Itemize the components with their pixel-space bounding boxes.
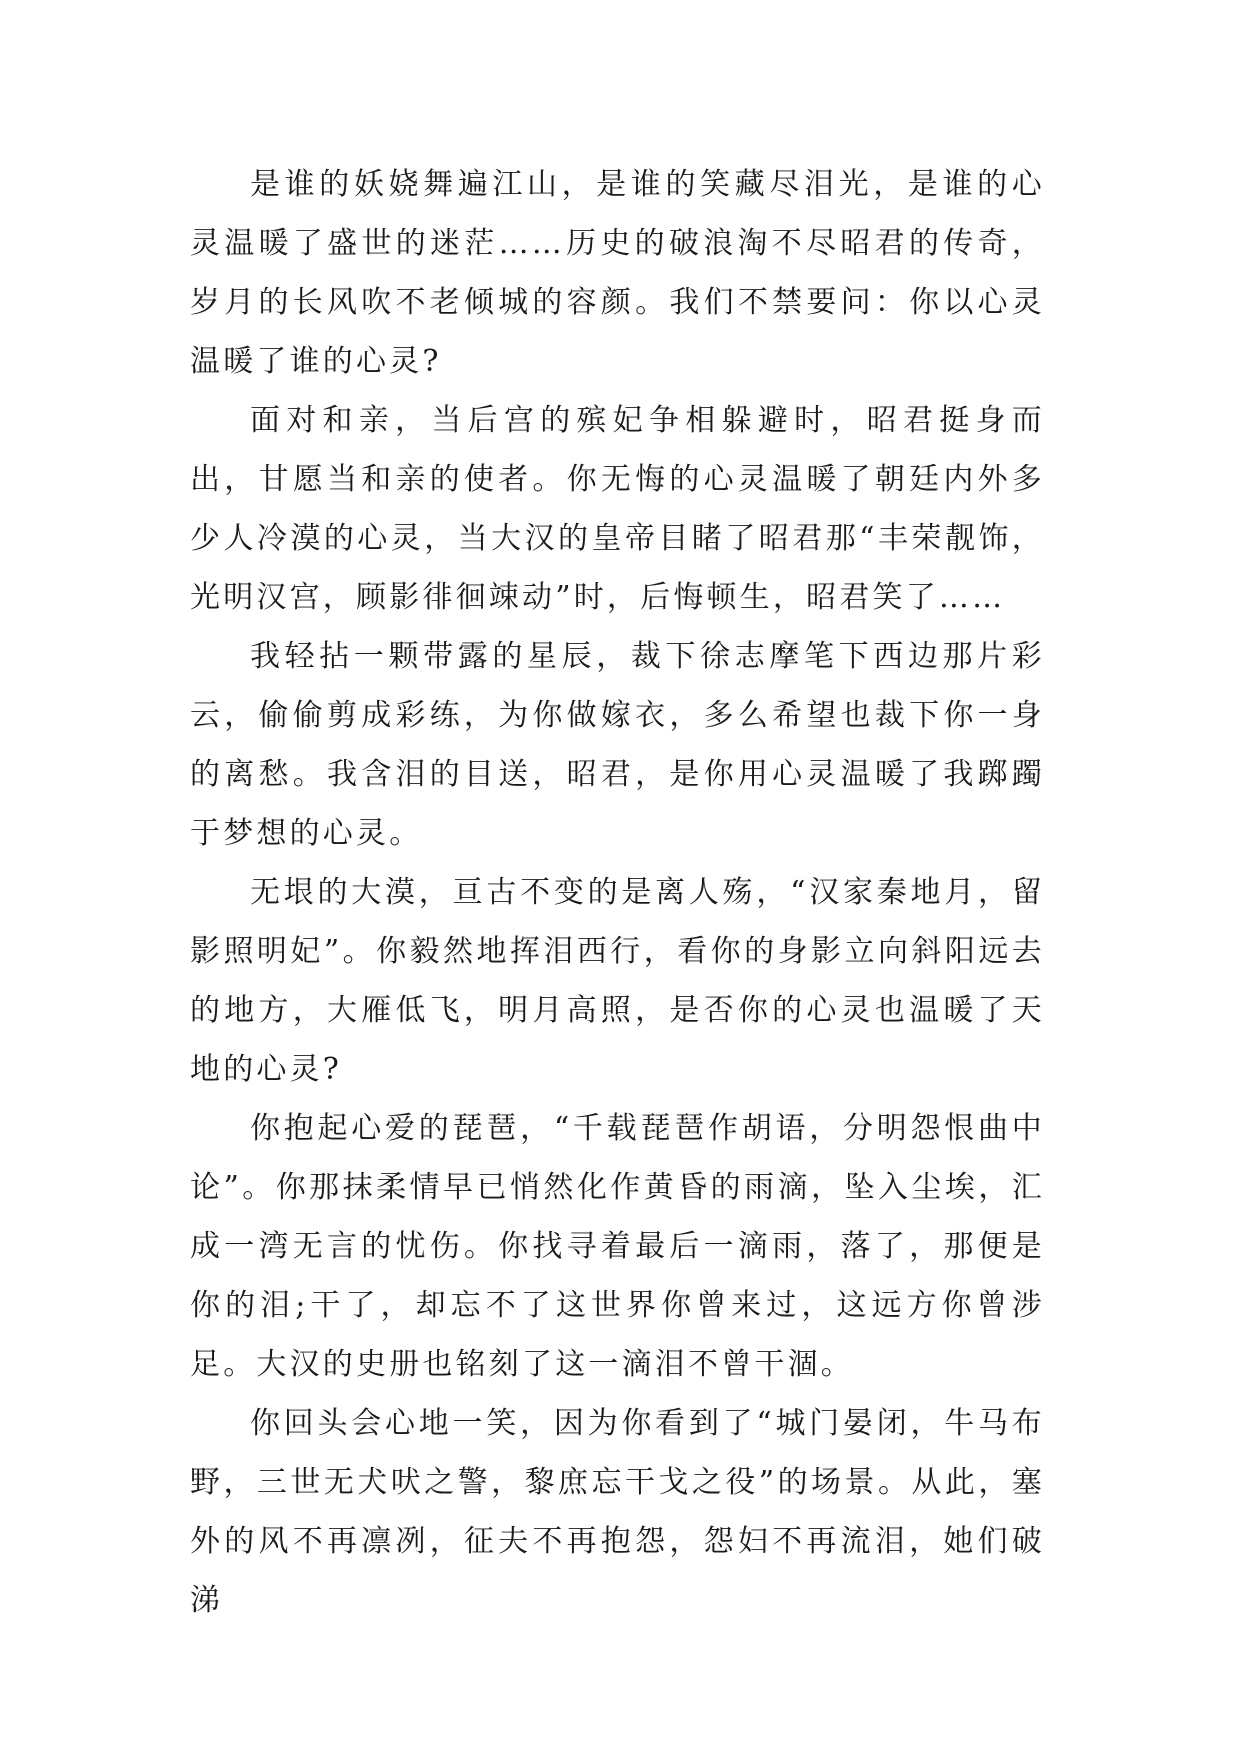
paragraph-4: 无垠的大漠，亘古不变的是离人殇，“汉家秦地月，留影照明妃”。你毅然地挥泪西行，看你的身影立向斜阳远去的地方，大雁低飞，明月高照，是否你的心灵也温暖了天地的心灵? bbox=[190, 875, 1045, 1087]
paragraph-5: 你抱起心爱的琵琶，“千载琵琶作胡语，分明怨恨曲中论”。你那抹柔情早已悄然化作黄昏的雨滴，坠入尘埃，汇成一湾无言的忧伤。你找寻着最后一滴雨，落了，那便是你的泪;干了，却忘不了这世界你曾来过，这远方你曾涉足。大汉的史册也铭刻了这一滴泪不曾干涸。 bbox=[190, 1111, 1045, 1382]
paragraph-1: 是谁的妖娆舞遍江山，是谁的笑藏尽泪光，是谁的心灵温暖了盛世的迷茫……历史的破浪淘不尽昭君的传奇，岁月的长风吹不老倾城的容颜。我们不禁要问：你以心灵温暖了谁的心灵? bbox=[190, 167, 1045, 379]
essay-body bbox=[190, 155, 1045, 1630]
paragraph-6: 你回头会心地一笑，因为你看到了“城门晏闭，牛马布野，三世无犬吠之警，黎庶忘干戈之役”的场景。从此，塞外的风不再凛冽，征夫不再抱怨，怨妇不再流泪，她们破涕 bbox=[190, 1406, 1045, 1618]
paragraph-2: 面对和亲，当后宫的殡妃争相躲避时，昭君挺身而出，甘愿当和亲的使者。你无悔的心灵温暖了朝廷内外多少人冷漠的心灵，当大汉的皇帝目睹了昭君那“丰荣靓饰，光明汉宫，顾影徘徊竦动”时，后悔顿生，昭君笑了…… bbox=[190, 403, 1045, 615]
paragraph-3: 我轻拈一颗带露的星辰，裁下徐志摩笔下西边那片彩云，偷偷剪成彩练，为你做嫁衣，多么希望也裁下你一身的离愁。我含泪的目送，昭君，是你用心灵温暖了我踯躅于梦想的心灵。 bbox=[190, 639, 1045, 851]
